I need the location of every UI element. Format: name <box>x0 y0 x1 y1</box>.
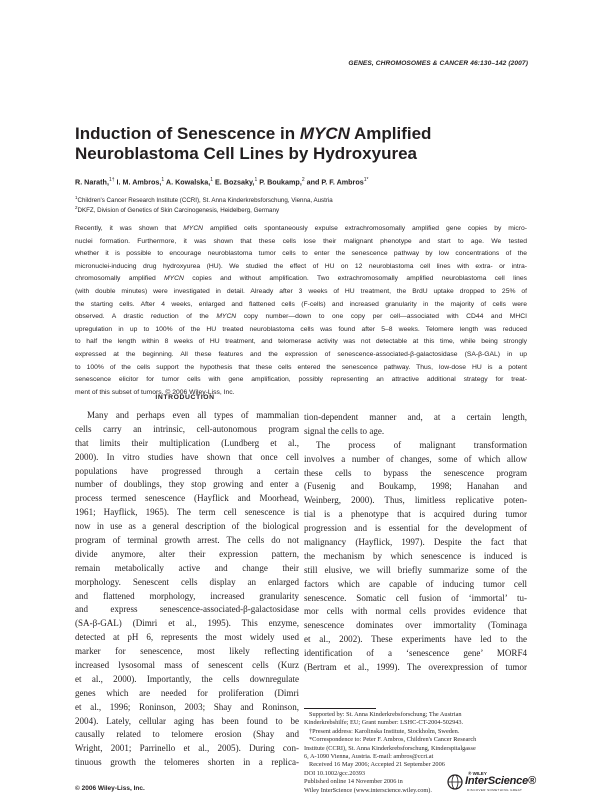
author-affiliation-mark: 1* <box>363 177 369 183</box>
body-text-line: cells carry an intrinsic, cell-autonomous program <box>75 423 299 434</box>
body-text-line: 1961; Hayflick, 1965). The term cell senescence is <box>75 507 299 518</box>
footnote-line: Supported by: St. Anna Kinderkrebsforschung; The Austrian <box>309 711 462 718</box>
footnote-line: *Correspondence to: Peter F. Ambros, Children's Cancer Research <box>309 736 477 744</box>
body-text-line: 2004). Lately, cellular aging has been found to be <box>75 715 299 726</box>
body-text-line: 2000). In vitro studies have shown that once cell <box>75 451 299 462</box>
body-text-line: increased lysosomal mass of senescent cells (Kurz <box>75 660 299 671</box>
author-affiliation-mark: 1 <box>161 177 165 183</box>
article-title: Induction of Senescence in MYCN Amplified Neuroblastoma Cell Lines by Hydroxyurea <box>75 124 432 163</box>
footnote-line: Institute (CCRI), St. Anna Kinderkrebsforschung, Kinderspitalgasse <box>304 744 476 752</box>
copyright-footer: © 2006 Wiley-Liss, Inc. <box>75 785 145 792</box>
footnote-line: Received 16 May 2006; Accepted 21 September 2006 <box>309 761 445 769</box>
footnote-line: †Present address: Karolinska Institute, Stockholm, Sweden. <box>309 727 460 735</box>
footnote-line: Published online 14 November 2006 in <box>304 778 403 786</box>
body-text-line: mor cells with normal cells provides evidence that <box>304 606 527 617</box>
body-text-line: tinuous growth the telomeres shorten in a replica- <box>75 757 299 768</box>
body-text-line: et al., 2000). Importantly, the cells downregulate <box>75 673 299 684</box>
body-text-line: divide anymore, alter their expression pattern, <box>75 548 299 559</box>
author-affiliation-mark: 1 <box>210 177 214 183</box>
body-text-line: et al., 1996; Roninson, 2003; Shay and Roninson, <box>75 701 299 712</box>
body-text-line: progression and is essential for the development of <box>304 523 527 534</box>
abstract-line: chromosomally amplified MYCN copies and without amplification. Two extrachromosomally amplified neuroblastoma cell lines <box>75 275 527 283</box>
body-text-line: Wright, 2001; Parrinello et al., 2005). During con- <box>75 743 299 754</box>
logo-name: InterScience® <box>465 775 536 787</box>
body-text-line: senescence dominates over immortality (Tominaga <box>304 620 527 631</box>
abstract-line: ment of this subset of tumors. © 2006 Wiley-Liss, Inc. <box>75 388 235 396</box>
body-text-line: populations have progressed through a certain <box>75 465 299 476</box>
body-text-line: morphology. Senescent cells display an enlarged <box>75 576 299 587</box>
abstract-line: whether it is possible to encourage neuroblastoma tumor cells to enter the senescence pathway by low concentrations of the <box>75 250 527 258</box>
body-text-line: detected at pH 6, represents the most widely used <box>75 632 299 643</box>
footnote-divider <box>304 708 376 709</box>
body-text-line: factors which are capable of inducing tumor cell <box>304 578 527 589</box>
author-affiliation-mark: 1† <box>108 177 115 183</box>
body-text-line: and express senescence-associated-β-galactosidase <box>75 604 299 615</box>
author-name: P. Boukamp, <box>259 177 302 187</box>
body-text-line: (SA-β-GAL) (Dimri et al., 1995). This enzyme, <box>75 618 299 629</box>
body-text-line: tion-dependent manner and, at a certain length, <box>304 412 527 422</box>
body-text-line: senescence. Somatic cell fusion of ‘immortal’ tu- <box>304 592 527 603</box>
body-text-line: Weinberg, 2000). Thus, limitless replicative poten- <box>304 495 527 506</box>
abstract-line: Recently, it was shown that MYCN amplified cells spontaneously expulse extrachromosomally amplified gene copies by micro- <box>75 225 527 232</box>
abstract-line: expressed at the beginning. All these features and the expression of senescence-associated-β-galactosidase (SA-β-GAL) in up <box>75 350 527 358</box>
logo-tagline: DISCOVER SOMETHING GREAT <box>467 788 523 792</box>
abstract-line: upregulation in up to 100% of the HU treated neuroblastoma cells was found after 5–8 weeks. Telomere length was reduced <box>75 325 527 333</box>
abstract-line: nuclei formation. Furthermore, it was shown that these cells lose their malignant phenotype and start to age. We tested <box>75 237 527 245</box>
author-name: E. Bozsaky, <box>215 177 255 187</box>
author-affiliation-mark: 2 <box>301 177 305 183</box>
body-text-line: signal the cells to age. <box>304 425 385 436</box>
body-text-line: identification of a ‘senescence gene’ MORF4 <box>304 648 527 659</box>
footnote-line: DOI 10.1002/gcc.20393 <box>304 769 366 777</box>
footnote-line: Kinderkrebshilfe; EU; Grant number: LSHC-CT-2004-502943. <box>304 719 464 727</box>
author-list <box>75 177 535 186</box>
body-text-line: still elusive, we will briefly summarize some of the <box>304 564 527 575</box>
body-text-line: these cells to bypass the senescence program <box>304 467 527 478</box>
section-heading-introduction: INTRODUCTION <box>155 394 215 401</box>
author-affiliation-mark: 1 <box>254 177 258 183</box>
journal-header: GENES, CHROMOSOMES & CANCER 46:130–142 (2007) <box>348 60 528 67</box>
body-text-line: and flattened morphology, increased granularity <box>75 590 299 601</box>
body-text-line: remain metabolically active and change their <box>75 562 299 573</box>
author-name: A. Kowalska, <box>165 177 211 187</box>
body-text-line: The process of malignant transformation <box>316 439 527 450</box>
affiliation-2: $^2$DKFZ, Division of Genetics of Skin Carcinogenesis, Heidelberg, Germany <box>75 205 280 215</box>
body-text-line: that limits their multiplication (Lundberg et al., <box>75 437 299 448</box>
body-column-right <box>304 411 527 675</box>
body-text-line: causally related to telomere erosion (Shay and <box>75 729 299 740</box>
body-text-line: tial is a phenotype that is acquired during tumor <box>304 509 527 520</box>
body-text-line: Many and perhaps even all types of mammalian <box>87 410 299 420</box>
body-text-line: malignancy (Hayflick, 1997). Despite the fact that <box>304 537 527 548</box>
abstract-line: the starting cells. After 4 weeks, enlarged and flattened cells (F-cells) and increased granularity in the majority of cells were <box>75 300 527 308</box>
abstract-line: to 100% of the cells support the hypothesis that these cells entered the senescence pathway. Thus, low-dose HU is a potent <box>75 363 527 371</box>
body-text-line: process termed senescence (Hayflick and Moorhead, <box>75 493 299 504</box>
abstract-line: to half the length within 8 weeks of HU treatment, and telomerase activity was not detectable at this time, while being strongly <box>75 338 527 346</box>
author-name: R. Narath, <box>75 177 109 187</box>
author-name: and P. F. Ambros <box>306 177 364 187</box>
footnote-line: 6, A-1090 Vienna, Austria. E-mail: ambros@ccri.at <box>304 753 434 761</box>
body-column-left <box>75 409 299 770</box>
footnote-line: Wiley InterScience (www.interscience.wiley.com). <box>304 786 432 794</box>
abstract-line: (with double minutes) were investigated in detail. Already after 3 weeks of HU treatment, the BrdU uptake dropped to 25% of <box>75 287 527 295</box>
body-text-line: now in use as a general description of the biological <box>75 521 299 532</box>
abstract-line: observed. A drastic reduction of the MYCN copy number—down to one copy per cell—associated with CD44 and MHCI <box>75 313 527 321</box>
body-text-line: (Bertram et al., 1999). The overexpression of tumor <box>304 662 527 673</box>
author-name: I. M. Ambros, <box>116 177 162 187</box>
body-text-line: et al., 2002). These experiments have led to the <box>304 634 527 645</box>
body-text-line: marker for senescence, most likely reflecting <box>75 646 299 657</box>
body-text-line: genes which are needed for proliferation (Dimri <box>75 687 299 698</box>
logo-top-text: ® WILEY <box>468 771 487 776</box>
body-text-line: (Fusenig and Boukamp, 1998; Hanahan and <box>304 481 527 492</box>
body-text-line: involves a number of changes, some of which allow <box>304 453 527 464</box>
wiley-interscience-logo <box>447 771 536 793</box>
body-text-line: number of doublings, they stop growing and enter a <box>75 479 299 490</box>
abstract-line: micronuclei-inducing drug hydroxyurea (HU). We studied the effect of HU on 12 neuroblastoma cell lines with extra- or intra- <box>75 262 527 270</box>
abstract <box>75 223 527 399</box>
abstract-line: senescence elicitor for tumor cells with gene amplification, possibly representing an attractive additional strategy for treat- <box>75 376 527 384</box>
body-text-line: program of terminal growth arrest. The cells do not <box>75 535 299 546</box>
wiley-globe-icon <box>447 774 463 790</box>
affiliation-1: $^1$Children's Cancer Research Institute (CCRI), St. Anna Kinderkrebsforschung, Vienna, Austria <box>75 195 333 205</box>
body-text-line: the mechanism by which senescence is induced is <box>304 550 527 561</box>
